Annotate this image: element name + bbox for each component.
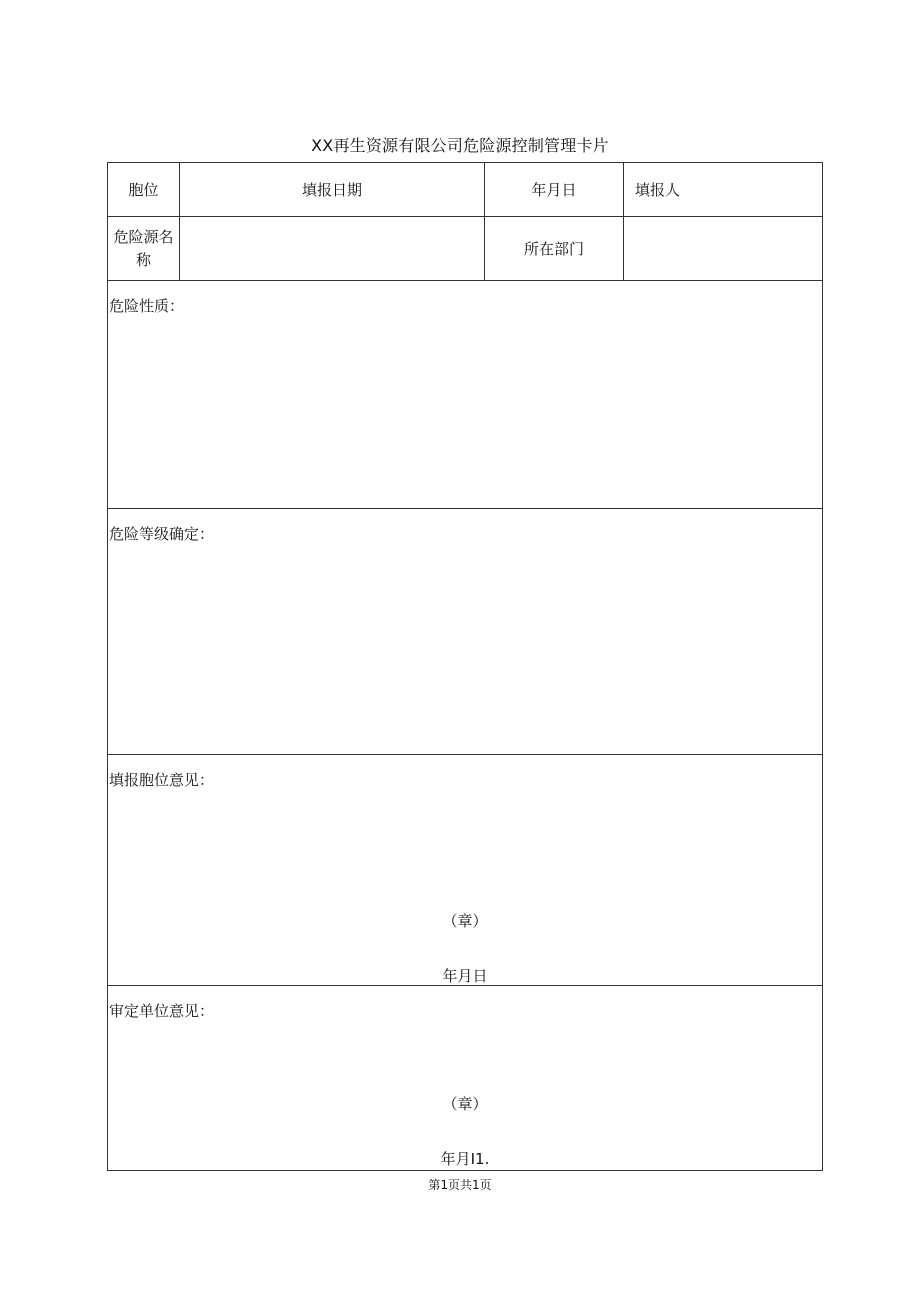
review-opinion-date: 年月I1. — [440, 1150, 490, 1168]
review-opinion-seal: （章） — [442, 1095, 488, 1113]
date-value: 年月日 — [485, 163, 624, 216]
department-field[interactable] — [624, 217, 822, 280]
hazard-name-label: 危险源名称 — [108, 217, 180, 280]
header-row — [108, 163, 822, 217]
review-opinion-section[interactable] — [108, 986, 822, 1170]
post-label: 胞位 — [108, 163, 180, 216]
filler-label: 填报人 — [635, 181, 681, 199]
hazard-nature-section[interactable] — [108, 281, 822, 509]
post-opinion-date: 年月日 — [442, 967, 488, 985]
post-opinion-label: 填报胞位意见： — [109, 771, 215, 789]
post-opinion-seal: （章） — [442, 912, 488, 930]
hazard-nature-label: 危险性质： — [109, 297, 185, 315]
post-opinion-section[interactable] — [108, 755, 822, 986]
hazard-level-label: 危险等级确定： — [109, 525, 215, 543]
fill-date-label: 填报日期 — [180, 163, 485, 216]
hazard-control-card — [107, 162, 823, 1171]
hazard-level-section[interactable] — [108, 509, 822, 755]
page-title: XX再生资源有限公司危险源控制管理卡片 — [311, 136, 609, 155]
page-number: 第1页共1页 — [428, 1178, 492, 1192]
hazard-name-row — [108, 217, 822, 281]
department-label: 所在部门 — [485, 217, 624, 280]
review-opinion-label: 审定单位意见： — [109, 1002, 215, 1020]
hazard-name-field[interactable] — [180, 217, 485, 280]
